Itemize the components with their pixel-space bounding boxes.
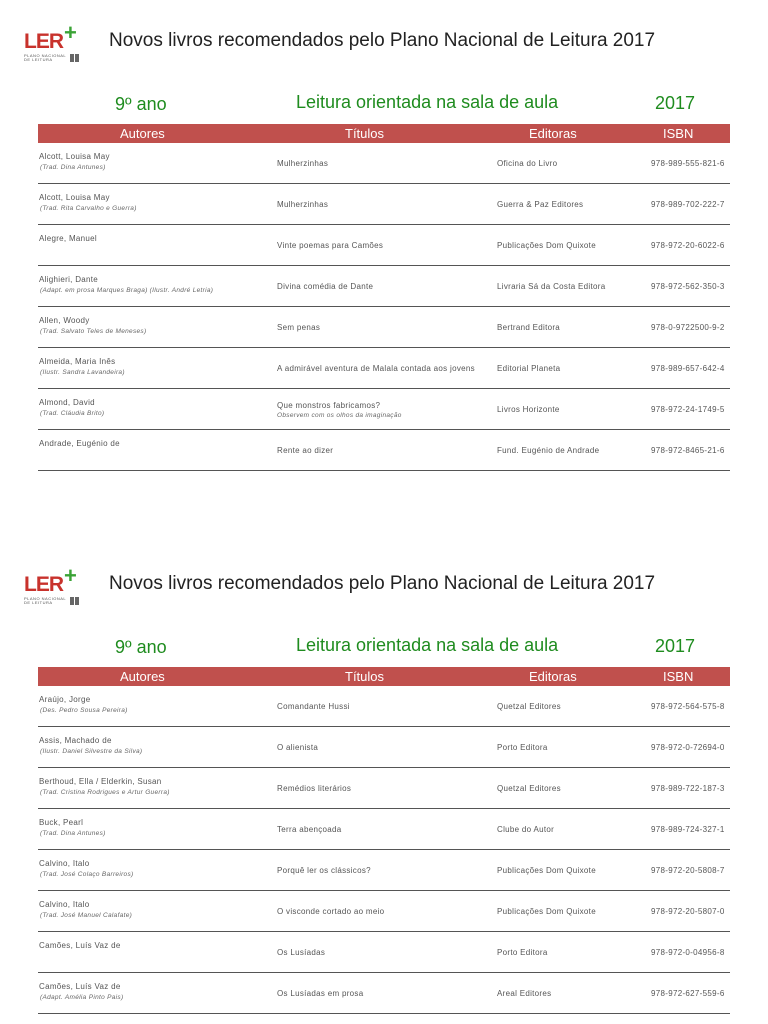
author-name: Alcott, Louisa May	[39, 193, 110, 202]
table-row	[38, 225, 730, 266]
logo-subtitle: PLANO NACIONAL DE LEITURA	[24, 596, 66, 605]
table-row	[38, 768, 730, 809]
book-title-cell	[277, 932, 482, 972]
book-title: Vinte poemas para Camões	[277, 240, 384, 250]
author-note: (Ilustr. Daniel Silvestre da Silva)	[40, 748, 143, 755]
author-name: Camões, Luís Vaz de	[39, 982, 121, 991]
document-title: Novos livros recomendados pelo Plano Nacional de Leitura 2017	[109, 573, 656, 594]
book-title-cell	[277, 225, 482, 265]
publisher-name: Publicações Dom Quixote	[497, 241, 596, 250]
publisher-name: Guerra & Paz Editores	[497, 200, 584, 209]
author-note: (Des. Pedro Sousa Pereira)	[40, 707, 128, 714]
author-name: Andrade, Eugénio de	[39, 439, 120, 448]
book-title-cell	[277, 727, 482, 767]
author-name: Allen, Woody	[39, 316, 90, 325]
author-note: (Trad. José Manuel Calafate)	[40, 912, 133, 919]
author-name: Assis, Machado de	[39, 736, 112, 745]
author-note: (Trad. Cláudia Brito)	[40, 410, 105, 417]
book-title-cell	[277, 389, 482, 429]
ler-logo	[24, 20, 84, 64]
book-title-cell	[277, 184, 482, 224]
table-row	[38, 850, 730, 891]
author-note: (Ilustr. Sandra Lavandeira)	[40, 369, 125, 376]
author-name: Alegre, Manuel	[39, 234, 98, 243]
book-title: Sem penas	[277, 322, 321, 332]
publisher-name: Livros Horizonte	[497, 405, 560, 414]
logo-subtitle: PLANO NACIONAL DE LEITURA	[24, 53, 66, 62]
isbn-number: 978-972-8465-21-6	[651, 446, 725, 455]
isbn-number: 978-989-702-222-7	[651, 200, 725, 209]
header-authors: Autores	[120, 669, 165, 684]
table-row	[38, 143, 730, 184]
isbn-number: 978-972-627-559-6	[651, 989, 725, 998]
publisher-name: Quetzal Editores	[497, 784, 561, 793]
isbn-number: 978-989-657-642-4	[651, 364, 725, 373]
table-row	[38, 686, 730, 727]
publisher-name: Fund. Eugénio de Andrade	[497, 446, 600, 455]
grade-label: 9º ano	[115, 94, 167, 114]
table-row	[38, 932, 730, 973]
header-titles: Títulos	[345, 126, 385, 141]
table-body	[38, 686, 730, 1014]
publisher-name: Porto Editora	[497, 743, 548, 752]
book-title: Divina comédia de Dante	[277, 281, 374, 291]
header-publishers: Editoras	[529, 126, 577, 141]
author-note: (Trad. José Colaço Barreiros)	[40, 871, 134, 878]
author-note: (Trad. Dina Antunes)	[40, 830, 106, 837]
book-title: Comandante Hussi	[277, 701, 350, 711]
section-subtitle: Leitura orientada na sala de aula	[296, 635, 559, 655]
logo-squares-icon	[70, 597, 79, 605]
table-row	[38, 389, 730, 430]
book-subtitle: Observem com os olhos da imaginação	[277, 411, 402, 419]
table-header	[38, 667, 730, 686]
publisher-name: Quetzal Editores	[497, 702, 561, 711]
book-title-cell	[277, 266, 482, 306]
author-note: (Adapt. Amélia Pinto Pais)	[40, 994, 124, 1001]
isbn-number: 978-972-20-5807-0	[651, 907, 725, 916]
publisher-name: Publicações Dom Quixote	[497, 866, 596, 875]
publisher-name: Bertrand Editora	[497, 323, 561, 332]
table-row	[38, 266, 730, 307]
book-title-cell	[277, 850, 482, 890]
author-name: Alighieri, Dante	[39, 275, 99, 284]
table-body	[38, 143, 730, 471]
year-label: 2017	[655, 93, 696, 113]
plus-icon: +	[64, 563, 77, 588]
author-name: Araújo, Jorge	[39, 695, 91, 704]
header-titles: Títulos	[345, 669, 385, 684]
header-isbn: ISBN	[663, 126, 694, 141]
document-title: Novos livros recomendados pelo Plano Nacional de Leitura 2017	[109, 30, 656, 51]
header-isbn: ISBN	[663, 669, 694, 684]
author-note: (Adapt. em prosa Marques Braga) (Ilustr. André Letria)	[40, 287, 214, 294]
book-title-cell	[277, 430, 482, 470]
isbn-number: 978-972-20-5808-7	[651, 866, 725, 875]
table-row	[38, 430, 730, 471]
isbn-number: 978-972-562-350-3	[651, 282, 725, 291]
logo-text: LER	[24, 573, 63, 596]
table-header	[38, 124, 730, 143]
author-note: (Trad. Dina Antunes)	[40, 164, 106, 171]
book-title: Mulherzinhas	[277, 199, 329, 209]
isbn-number: 978-972-0-72694-0	[651, 743, 725, 752]
author-name: Camões, Luís Vaz de	[39, 941, 121, 950]
header-authors: Autores	[120, 126, 165, 141]
book-title: Terra abençoada	[277, 824, 342, 834]
isbn-number: 978-972-0-04956-8	[651, 948, 725, 957]
author-note: (Trad. Rita Carvalho e Guerra)	[40, 205, 137, 212]
isbn-number: 978-972-24-1749-5	[651, 405, 725, 414]
book-title: Mulherzinhas	[277, 158, 329, 168]
book-title: Porquê ler os clássicos?	[277, 865, 371, 875]
book-title: Rente ao dizer	[277, 445, 334, 455]
book-title-cell	[277, 307, 482, 347]
table-row	[38, 184, 730, 225]
publisher-name: Porto Editora	[497, 948, 548, 957]
table-row	[38, 727, 730, 768]
author-name: Calvino, Italo	[39, 900, 90, 909]
author-name: Almond, David	[39, 398, 95, 407]
table-row	[38, 891, 730, 932]
table-row	[38, 307, 730, 348]
isbn-number: 978-989-724-327-1	[651, 825, 725, 834]
isbn-number: 978-989-555-821-6	[651, 159, 725, 168]
book-title-cell	[277, 143, 482, 183]
section-subtitle: Leitura orientada na sala de aula	[296, 92, 559, 112]
year-label: 2017	[655, 636, 696, 656]
author-note: (Trad. Salvato Teles de Meneses)	[40, 328, 147, 335]
logo-squares-icon	[70, 54, 79, 62]
table-row	[38, 348, 730, 389]
plus-icon: +	[64, 20, 77, 45]
logo-text: LER	[24, 30, 63, 53]
table-row	[38, 973, 730, 1014]
author-note: (Trad. Cristina Rodrigues e Artur Guerra)	[40, 789, 170, 796]
publisher-name: Publicações Dom Quixote	[497, 907, 596, 916]
grade-label: 9º ano	[115, 637, 167, 657]
book-title-cell	[277, 348, 482, 388]
publisher-name: Editorial Planeta	[497, 364, 561, 373]
author-name: Alcott, Louisa May	[39, 152, 110, 161]
author-name: Berthoud, Ella / Elderkin, Susan	[39, 777, 162, 786]
book-title: Que monstros fabricamos?	[277, 400, 381, 410]
isbn-number: 978-972-564-575-8	[651, 702, 725, 711]
publisher-name: Livraria Sá da Costa Editora	[497, 282, 606, 291]
book-title-cell	[277, 891, 482, 931]
author-name: Almeida, Maria Inês	[39, 357, 116, 366]
book-title: O visconde cortado ao meio	[277, 906, 385, 916]
book-title-cell	[277, 809, 482, 849]
author-name: Calvino, Italo	[39, 859, 90, 868]
book-title: O alienista	[277, 742, 319, 752]
publisher-name: Areal Editores	[497, 989, 552, 998]
publisher-name: Clube do Autor	[497, 825, 555, 834]
book-title: Os Lusíadas	[277, 947, 326, 957]
book-title-cell	[277, 973, 482, 1013]
book-title-cell	[277, 686, 482, 726]
isbn-number: 978-0-9722500-9-2	[651, 323, 725, 332]
header-publishers: Editoras	[529, 669, 577, 684]
isbn-number: 978-972-20-6022-6	[651, 241, 725, 250]
ler-logo	[24, 563, 84, 607]
publisher-name: Oficina do Livro	[497, 159, 558, 168]
table-row	[38, 809, 730, 850]
author-name: Buck, Pearl	[39, 818, 84, 827]
book-title: Os Lusíadas em prosa	[277, 988, 364, 998]
book-title: Remédios literários	[277, 783, 352, 793]
book-title: A admirável aventura de Malala contada aos jovens	[277, 363, 475, 373]
isbn-number: 978-989-722-187-3	[651, 784, 725, 793]
book-title-cell	[277, 768, 482, 808]
